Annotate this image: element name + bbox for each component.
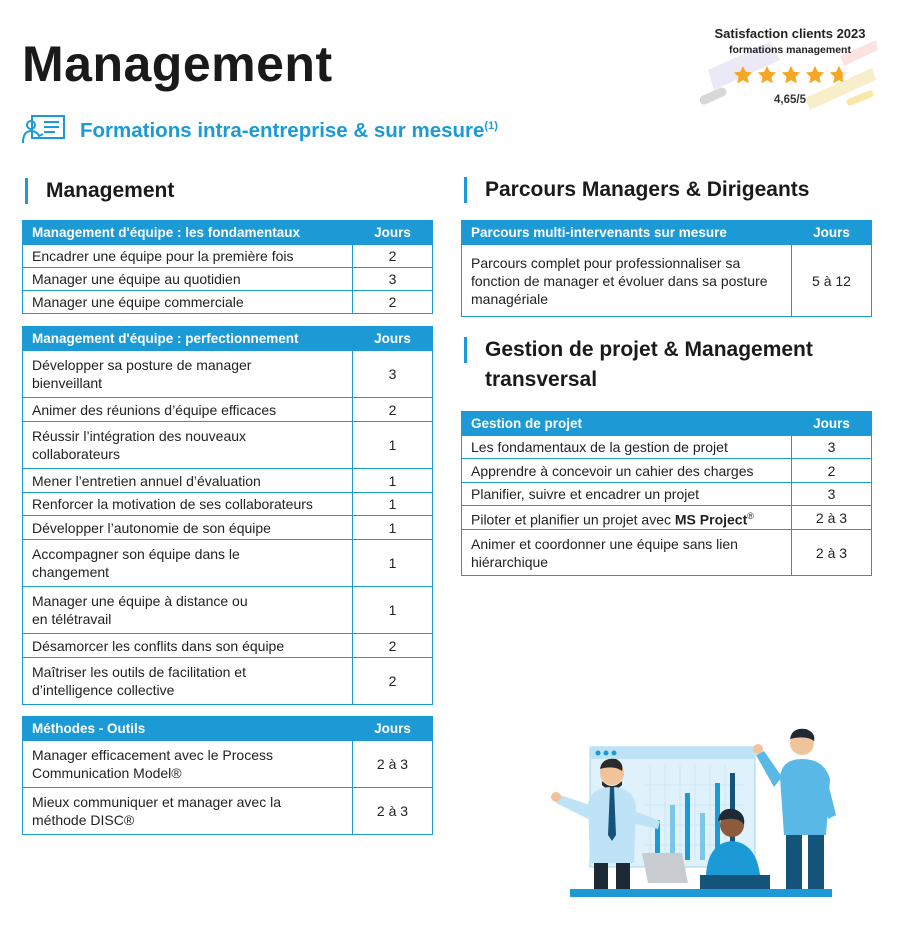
table-methodes-outils — [22, 716, 433, 835]
table-row — [23, 658, 433, 705]
course-days: 5 à 12 — [792, 245, 872, 317]
course-label: Animer et coordonner une équipe sans lien hiérarchique — [462, 530, 792, 576]
half-star-icon — [828, 64, 850, 86]
table-row — [462, 530, 872, 576]
table-header: Gestion de projet — [462, 412, 792, 436]
course-label: Encadrer une équipe pour la première fois — [23, 245, 353, 268]
section-heading-management — [25, 176, 174, 206]
course-label: Parcours complet pour professionnaliser sa fonction de manager et évoluer dans sa posture managériale — [462, 245, 792, 317]
badge-subtitle: formations management — [729, 44, 851, 56]
table-row — [462, 245, 872, 317]
table-row — [23, 516, 433, 540]
course-days: 1 — [353, 469, 433, 493]
table-row — [23, 398, 433, 422]
table-header-days: Jours — [353, 221, 433, 245]
course-days: 1 — [353, 540, 433, 587]
course-days: 2 — [353, 245, 433, 268]
table-header-days: Jours — [792, 412, 872, 436]
table-row — [462, 506, 872, 530]
subtitle-text: Formations intra-entreprise & sur mesure$^{(1)}$ — [80, 119, 498, 142]
course-days: 2 à 3 — [353, 788, 433, 835]
course-label: Les fondamentaux de la gestion de projet — [462, 436, 792, 459]
course-label: Mieux communiquer et manager avec la méthode DISC® — [23, 788, 353, 835]
table-row — [23, 245, 433, 268]
course-label: Animer des réunions d’équipe efficaces — [23, 398, 353, 422]
course-label: Renforcer la motivation de ses collaborateurs — [23, 493, 353, 516]
table-row — [23, 540, 433, 587]
table-row — [23, 422, 433, 469]
table-header: Méthodes - Outils — [23, 717, 353, 741]
course-days: 2 à 3 — [353, 741, 433, 788]
table-row — [23, 469, 433, 493]
table-row — [462, 436, 872, 459]
page-title: Management — [22, 36, 333, 92]
star-icon — [780, 64, 802, 86]
table-parcours — [461, 220, 872, 317]
course-label: Manager une équipe à distance ou en télétravail — [23, 587, 353, 634]
heading-line: transversal — [485, 368, 598, 391]
heading-bar — [464, 177, 467, 203]
course-days: 3 — [353, 351, 433, 398]
section-heading-text: Parcours Managers & Dirigeants — [485, 178, 810, 201]
course-days: 1 — [353, 422, 433, 469]
course-label: Apprendre à concevoir un cahier des charges — [462, 459, 792, 483]
course-label: Désamorcer les conflits dans son équipe — [23, 634, 353, 658]
section-heading-text — [485, 335, 813, 395]
section-heading-text: Management — [46, 179, 175, 202]
table-row — [23, 788, 433, 835]
course-label: Mener l’entretien annuel d’évaluation — [23, 469, 353, 493]
table-header-days: Jours — [353, 717, 433, 741]
star-icon — [804, 64, 826, 86]
table-perfectionnement — [22, 326, 433, 705]
table-row — [23, 634, 433, 658]
table-row — [23, 268, 433, 291]
badge-title: Satisfaction clients 2023 — [714, 26, 866, 41]
course-days: 2 — [353, 398, 433, 422]
star-icon — [732, 64, 754, 86]
course-days: 1 — [353, 493, 433, 516]
course-days: 3 — [792, 483, 872, 506]
course-days: 2 — [792, 459, 872, 483]
table-header: Management d'équipe : perfectionnement — [23, 327, 353, 351]
satisfaction-badge — [700, 20, 880, 120]
table-fondamentaux — [22, 220, 433, 314]
course-label: Accompagner son équipe dans le changement — [23, 540, 353, 587]
table-header: Management d'équipe : les fondamentaux — [23, 221, 353, 245]
course-days: 2 — [353, 658, 433, 705]
table-header-days: Jours — [353, 327, 433, 351]
table-row — [23, 493, 433, 516]
course-label: Développer l’autonomie de son équipe — [23, 516, 353, 540]
table-row — [462, 483, 872, 506]
course-label: Développer sa posture de manager bienveillant — [23, 351, 353, 398]
course-days: 2 — [353, 634, 433, 658]
table-header: Parcours multi-intervenants sur mesure — [462, 221, 792, 245]
table-header-days: Jours — [792, 221, 872, 245]
training-board-icon — [22, 114, 66, 149]
subtitle-row — [22, 115, 498, 147]
table-row — [462, 459, 872, 483]
heading-bar — [464, 337, 467, 363]
course-days: 2 — [353, 291, 433, 314]
star-icon — [756, 64, 778, 86]
course-days: 1 — [353, 516, 433, 540]
course-label: Maîtriser les outils de facilitation et d’intelligence collective — [23, 658, 353, 705]
badge-rating: 4,65/5 — [774, 94, 806, 106]
course-days: 3 — [353, 268, 433, 291]
table-row — [23, 587, 433, 634]
course-days: 3 — [792, 436, 872, 459]
heading-bar — [25, 178, 28, 204]
course-label: Manager une équipe commerciale — [23, 291, 353, 314]
course-label: Piloter et planifier un projet avec MS Project® — [462, 506, 792, 530]
course-days: 1 — [353, 587, 433, 634]
table-row — [23, 741, 433, 788]
course-label: Manager efficacement avec le Process Communication Model® — [23, 741, 353, 788]
course-label: Planifier, suivre et encadrer un projet — [462, 483, 792, 506]
table-row — [23, 291, 433, 314]
course-days: 2 à 3 — [792, 506, 872, 530]
table-gestion-projet — [461, 411, 872, 576]
course-days: 2 à 3 — [792, 530, 872, 576]
course-label: Manager une équipe au quotidien — [23, 268, 353, 291]
section-heading-parcours — [464, 175, 809, 205]
section-heading-projet — [464, 335, 813, 395]
heading-line: Gestion de projet & Management — [485, 338, 813, 361]
team-illustration — [530, 725, 860, 905]
table-row — [23, 351, 433, 398]
course-label: Réussir l’intégration des nouveaux collaborateurs — [23, 422, 353, 469]
badge-stars — [732, 64, 850, 86]
